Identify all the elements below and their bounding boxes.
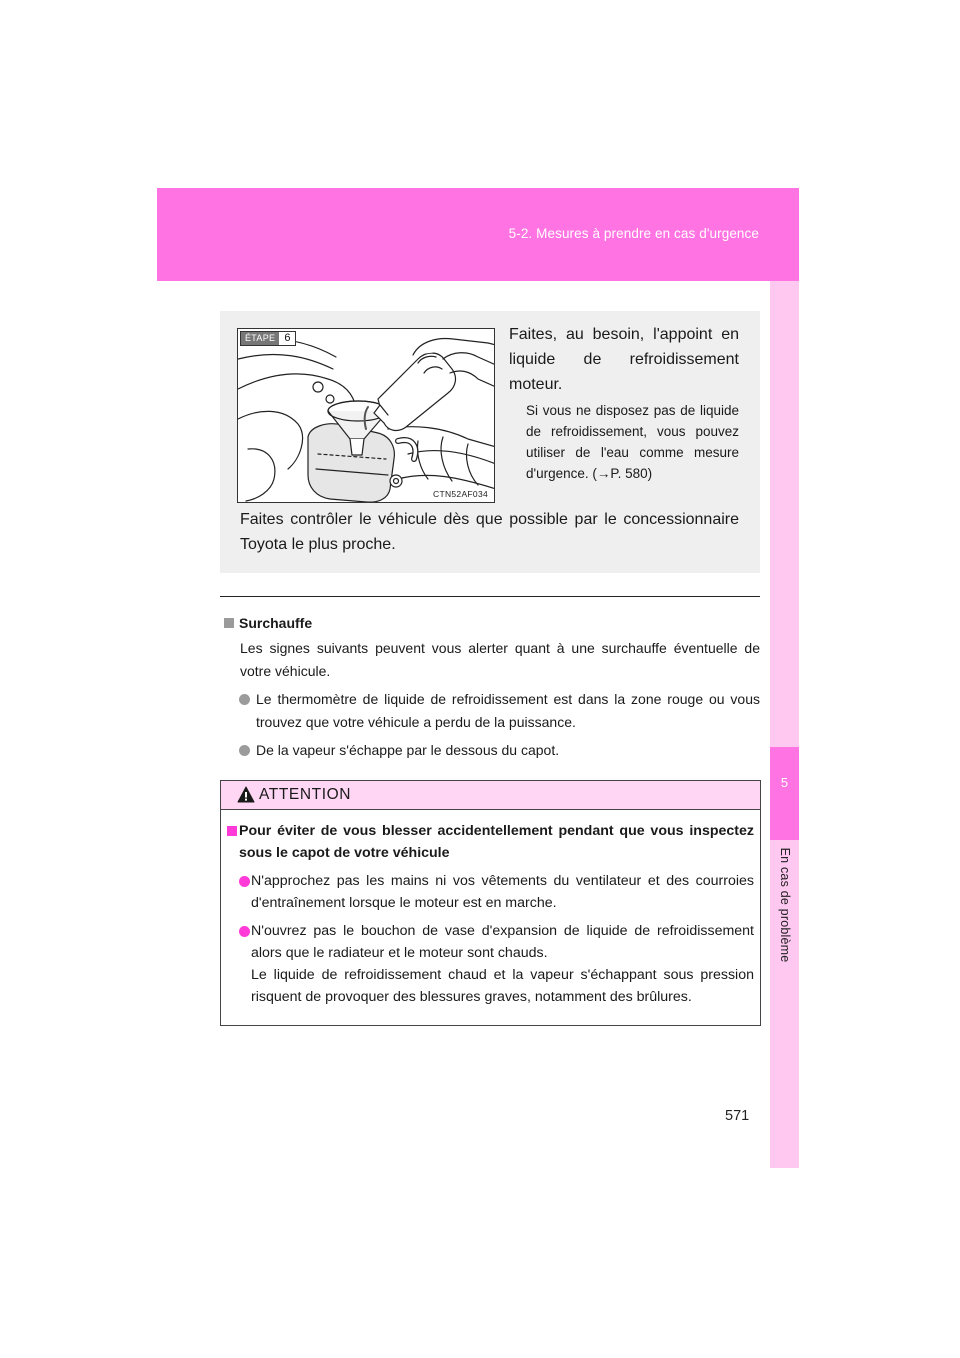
step-badge-word: ÉTAPE <box>241 332 279 345</box>
overheat-heading: Surchauffe <box>239 615 313 631</box>
step-badge-number: 6 <box>284 332 291 344</box>
overheat-section <box>224 612 760 762</box>
list-item <box>224 739 760 762</box>
circle-bullet-icon <box>239 694 250 705</box>
warning-box <box>220 780 761 1026</box>
warning-title: ATTENTION <box>259 786 352 803</box>
circle-bullet-icon <box>239 876 250 887</box>
engine-bay-drawing <box>238 329 495 503</box>
square-bullet-icon <box>227 826 237 836</box>
chapter-label-container <box>770 840 799 970</box>
step-box <box>220 311 760 573</box>
page-reference-link[interactable]: (→P. 580) <box>592 466 653 481</box>
chapter-label: En cas de problème <box>777 847 792 963</box>
section-title: 5-2. Mesures à prendre en cas d'urgence <box>508 226 759 241</box>
step-note-text: Si vous ne disposez pas de liquide de refroidissement, vous pouvez utiliser de l'eau comme mesure d'urgence. <box>526 403 739 481</box>
step-badge <box>240 331 296 346</box>
warning-header <box>221 781 760 810</box>
step-footer: Faites contrôler le véhicule dès que possible par le concessionnaire Toyota le plus proche. <box>240 511 739 553</box>
figure-code: CTN52AF034 <box>433 489 488 499</box>
list-item <box>239 920 754 1008</box>
overheat-bullet-1: Le thermomètre de liquide de refroidissement est dans la zone rouge ou vous trouvez que votre véhicule a perdu de la puissance. <box>256 691 760 730</box>
list-item <box>224 688 760 734</box>
engine-coolant-illustration <box>237 328 495 503</box>
section-divider <box>220 596 760 597</box>
square-bullet-icon <box>224 618 234 628</box>
step-note <box>526 400 739 484</box>
page-number: 571 <box>725 1108 750 1124</box>
step-instruction: Faites, au besoin, l'appoint en liquide de refroidissement moteur. <box>509 326 739 393</box>
side-tab-strip <box>770 281 799 1168</box>
warning-bullet-2-line-1: N'ouvrez pas le bouchon de vase d'expansion de liquide de refroidissement alors que le radiateur et le moteur sont chauds. <box>251 923 754 961</box>
list-item <box>239 870 754 914</box>
overheat-intro: Les signes suivants peuvent vous alerter quant à une surchauffe éventuelle de votre véhicule. <box>240 640 760 679</box>
warning-heading: Pour éviter de vous blesser accidentellement pendant que vous inspectez sous le capot de votre véhicule <box>239 823 754 861</box>
circle-bullet-icon <box>239 745 250 756</box>
overheat-bullet-2: De la vapeur s'échappe par le dessous du capot. <box>256 742 560 758</box>
header-band <box>157 188 799 281</box>
chapter-number: 5 <box>780 775 789 790</box>
warning-bullet-1: N'approchez pas les mains ni vos vêtements du ventilateur et des courroies d'entraînement lorsque le moteur est en marche. <box>251 873 754 911</box>
overheat-heading-row <box>224 612 760 635</box>
warning-triangle-icon <box>237 786 255 803</box>
warning-heading-row <box>227 820 754 864</box>
warning-bullet-2-line-2: Le liquide de refroidissement chaud et la vapeur s'échappant sous pression risquent de provoquer des blessures graves, notamment des brûlures. <box>251 967 754 1005</box>
circle-bullet-icon <box>239 926 250 937</box>
warning-list <box>227 870 754 1008</box>
chapter-tab[interactable] <box>770 747 799 840</box>
warning-body <box>221 810 760 1008</box>
